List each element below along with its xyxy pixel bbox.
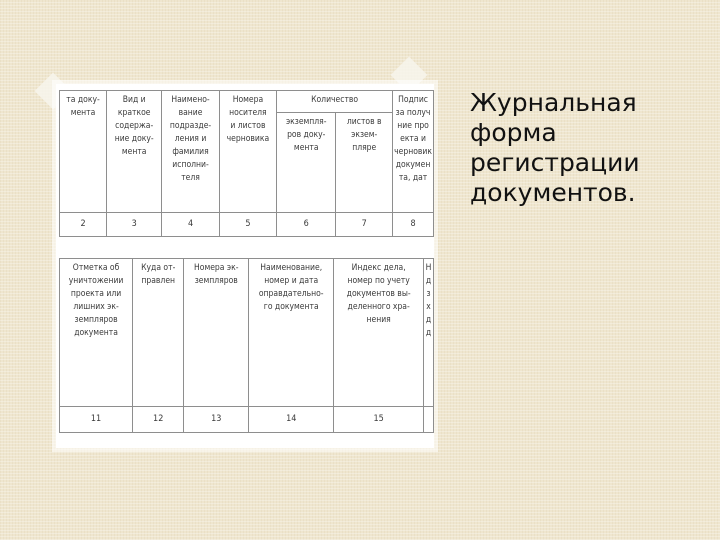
header-cell: Куда от- правлен: [133, 259, 184, 407]
header-cell: Номера носителя и листов черновика: [219, 91, 276, 213]
column-number: 2: [60, 213, 107, 237]
column-number: 7: [336, 213, 393, 237]
header-cell: Индекс дела, номер по учету документов вы- деленного хра- нения: [334, 259, 424, 407]
header-cell: Наименование, номер и дата оправдательно- го документа: [249, 259, 334, 407]
slide-title: Журнальная форма регистрации документов.: [470, 88, 640, 207]
column-number: [424, 407, 434, 433]
header-cell: Вид и краткое содержа- ние доку- мента: [107, 91, 162, 213]
column-number: 13: [184, 407, 249, 433]
header-cell: Номера эк- земпляров: [184, 259, 249, 407]
header-cell: Отметка об уничтожении проекта или лишних эк- земпляров документа: [60, 259, 133, 407]
column-number: 6: [277, 213, 336, 237]
column-number: 4: [162, 213, 219, 237]
journal-form-image: [56, 84, 434, 448]
header-cell: Подпис за получ ние про екта и черновик докумен та, дат: [393, 91, 434, 213]
column-number: 8: [393, 213, 434, 237]
column-number: 5: [219, 213, 276, 237]
column-number: 14: [249, 407, 334, 433]
header-subcell: экземпля- ров доку- мента: [277, 113, 336, 213]
header-cell: Н д з х д д: [424, 259, 434, 407]
header-cell: Наимено- вание подразде- ления и фамилия исполни- теля: [162, 91, 219, 213]
header-subcell: листов в экзем- пляре: [336, 113, 393, 213]
column-number: 15: [334, 407, 424, 433]
column-number: 3: [107, 213, 162, 237]
journal-table-bottom: [59, 258, 434, 433]
header-cell: та доку- мента: [60, 91, 107, 213]
column-number: 11: [60, 407, 133, 433]
header-cell-group: Количество: [277, 91, 393, 113]
journal-table-top: [59, 90, 434, 237]
column-number: 12: [133, 407, 184, 433]
